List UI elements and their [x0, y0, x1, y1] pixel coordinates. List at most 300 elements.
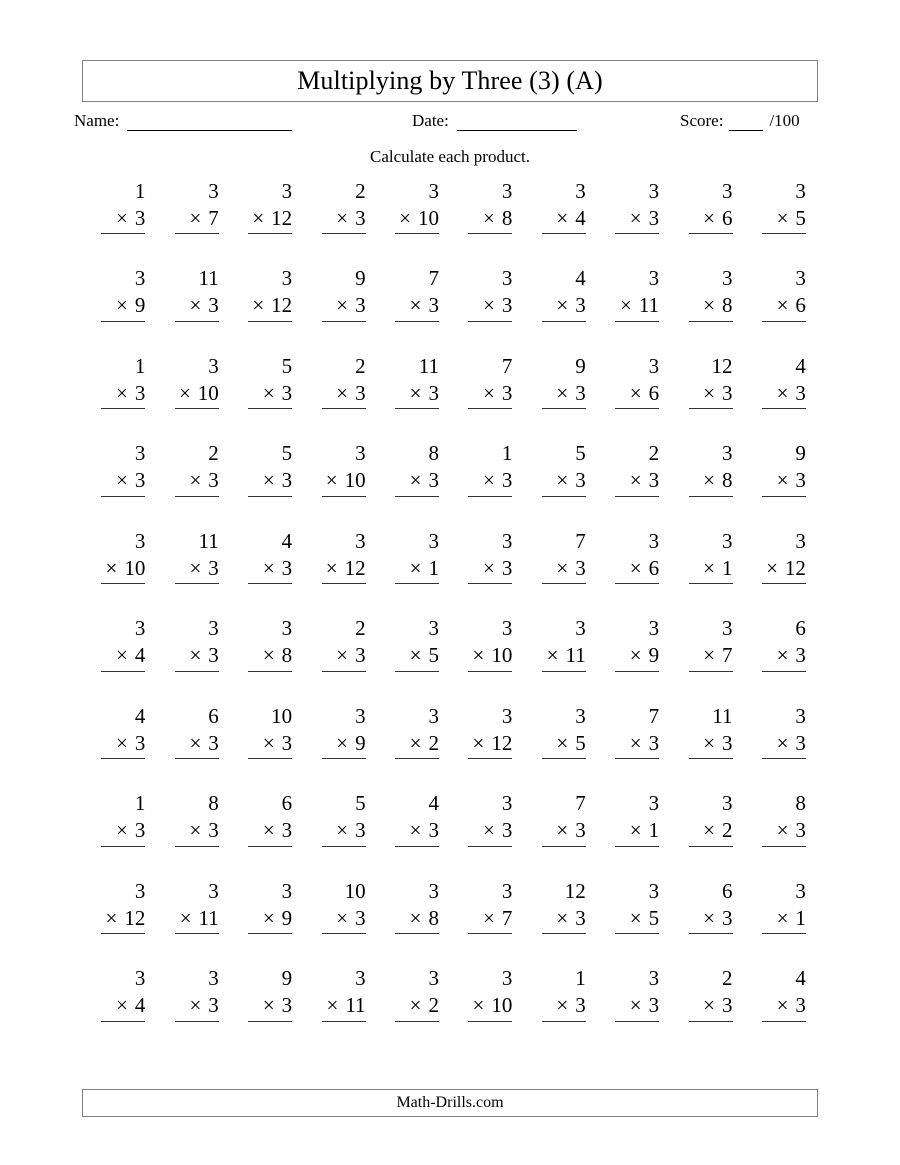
problem-cell[interactable] [602, 266, 675, 354]
date-input[interactable] [457, 130, 577, 131]
problem-cell[interactable] [455, 266, 528, 354]
multiply-icon: × [189, 730, 202, 755]
multiply-icon: × [409, 643, 422, 667]
multiplier-line [468, 292, 512, 322]
multiplicand: 1 [134, 178, 146, 203]
problem-cell[interactable] [675, 441, 748, 529]
problem-cell[interactable] [308, 791, 381, 879]
multiplier: 3 [501, 555, 513, 580]
problem-cell[interactable] [382, 966, 455, 1054]
multiply-icon: × [472, 643, 485, 667]
multiplier-line [762, 379, 806, 409]
multiplier-line [542, 992, 586, 1022]
multiplier: 3 [208, 818, 219, 842]
multiplicand: 3 [795, 878, 806, 903]
multiplier: 3 [281, 730, 293, 755]
multiplier: 6 [648, 555, 660, 580]
multiply-icon: × [189, 468, 202, 492]
problem-cell[interactable] [749, 353, 822, 441]
multiplier-line [175, 992, 219, 1022]
multiplier-line [615, 379, 659, 409]
multiplicand: 3 [722, 178, 733, 203]
multiplier-line [762, 292, 806, 322]
problem-cell[interactable] [235, 616, 308, 704]
multiply-icon: × [252, 293, 265, 317]
multiplier: 10 [491, 993, 513, 1017]
multiplier: 1 [648, 818, 660, 842]
multiplicand: 7 [575, 791, 586, 815]
multiplier-line [542, 904, 586, 934]
problem-cell[interactable] [455, 178, 528, 266]
problem-cell[interactable] [161, 528, 234, 616]
multiplier: 3 [208, 468, 219, 492]
multiplicand: 7 [575, 528, 586, 553]
problem-cell[interactable] [528, 441, 601, 529]
multiplier-line [248, 729, 292, 759]
multiply-icon: × [189, 555, 202, 580]
problem-cell[interactable] [308, 878, 381, 966]
problem-cell[interactable] [382, 441, 455, 529]
multiplier-line [101, 817, 145, 847]
problem-cell[interactable] [749, 703, 822, 791]
problem-cell[interactable] [161, 966, 234, 1054]
multiplier: 3 [428, 468, 439, 492]
problem-cell[interactable] [749, 966, 822, 1054]
problem-cell[interactable] [161, 791, 234, 879]
multiply-icon: × [116, 730, 128, 755]
multiply-icon: × [336, 205, 349, 230]
multiplicand: 5 [355, 791, 366, 815]
multiply-icon: × [116, 380, 128, 405]
multiplier-line [248, 554, 292, 584]
multiplicand: 3 [355, 441, 366, 465]
multiplier: 3 [795, 730, 806, 755]
multiply-icon: × [262, 468, 275, 492]
multiplier: 3 [134, 205, 146, 230]
multiply-icon: × [262, 730, 275, 755]
problem-cell[interactable] [235, 878, 308, 966]
problem-cell[interactable] [235, 703, 308, 791]
multiplier: 7 [208, 205, 219, 230]
multiply-icon: × [116, 643, 128, 667]
problem-cell[interactable] [235, 791, 308, 879]
problem-cell[interactable] [749, 616, 822, 704]
multiplier-line [248, 204, 292, 234]
multiplier-line [175, 817, 219, 847]
multiply-icon: × [556, 468, 569, 492]
multiplier-line [395, 292, 439, 322]
multiplicand: 4 [795, 966, 806, 990]
problem-cell[interactable] [528, 966, 601, 1054]
multiplier-line [322, 554, 366, 584]
multiplicand: 8 [428, 441, 439, 465]
problem-cell[interactable] [382, 353, 455, 441]
multiplier-line [468, 554, 512, 584]
problem-cell[interactable] [88, 441, 161, 529]
problem-cell[interactable] [749, 178, 822, 266]
multiplier: 10 [124, 555, 146, 580]
multiply-icon: × [472, 993, 485, 1017]
multiplicand: 3 [648, 791, 660, 815]
multiplier-line [322, 467, 366, 497]
multiplier: 3 [795, 380, 806, 405]
multiplicand: 1 [575, 966, 586, 990]
multiplicand: 9 [355, 266, 366, 290]
multiplier-line [615, 904, 659, 934]
multiplicand: 3 [501, 528, 513, 553]
multiply-icon: × [189, 643, 202, 667]
multiplicand: 3 [648, 353, 660, 378]
problem-cell[interactable] [235, 441, 308, 529]
multiplicand: 8 [208, 791, 219, 815]
problem-cell[interactable] [161, 353, 234, 441]
problem-cell[interactable] [308, 178, 381, 266]
problem-cell[interactable] [455, 616, 528, 704]
multiplier-line [175, 292, 219, 322]
multiplier: 3 [575, 293, 586, 317]
problem-cell[interactable] [602, 616, 675, 704]
multiplicand: 3 [208, 616, 219, 640]
multiplier: 3 [208, 293, 219, 317]
multiply-icon: × [703, 905, 716, 930]
multiplier: 3 [722, 380, 733, 405]
multiply-icon: × [629, 905, 642, 930]
multiply-icon: × [766, 555, 778, 580]
problem-cell[interactable] [602, 703, 675, 791]
multiplicand: 3 [648, 878, 660, 903]
multiplier-line [101, 554, 145, 584]
multiplicand: 3 [208, 878, 219, 903]
problem-cell[interactable] [602, 791, 675, 879]
problem-cell[interactable] [308, 441, 381, 529]
multiplier-line [542, 554, 586, 584]
problem-cell[interactable] [455, 966, 528, 1054]
multiplicand: 3 [722, 441, 733, 465]
multiplier: 3 [134, 468, 146, 492]
problem-cell[interactable] [88, 791, 161, 879]
multiplicand: 3 [501, 266, 513, 290]
problem-cell[interactable] [235, 178, 308, 266]
multiplier: 3 [575, 468, 586, 492]
multiplier: 3 [575, 555, 586, 580]
instruction-text: Calculate each product. [369, 147, 530, 166]
problem-cell[interactable] [675, 966, 748, 1054]
problem-cell[interactable] [528, 266, 601, 354]
multiply-icon: × [483, 380, 495, 405]
multiplier: 3 [501, 468, 513, 492]
problem-cell[interactable] [308, 966, 381, 1054]
problem-cell[interactable] [235, 266, 308, 354]
problem-cell[interactable] [602, 178, 675, 266]
problem-cell[interactable] [308, 703, 381, 791]
multiply-icon: × [105, 555, 118, 580]
problem-cell[interactable] [528, 878, 601, 966]
multiplier-line [248, 379, 292, 409]
problem-cell[interactable] [308, 616, 381, 704]
multiplicand: 1 [134, 791, 146, 815]
multiplier: 3 [281, 993, 293, 1017]
multiplier: 3 [355, 205, 366, 230]
multiplier: 3 [428, 818, 439, 842]
multiply-icon: × [629, 380, 642, 405]
problem-cell[interactable] [602, 353, 675, 441]
multiplier-line [322, 292, 366, 322]
multiplier: 3 [722, 905, 733, 930]
multiplier: 3 [795, 468, 806, 492]
multiplier: 3 [208, 643, 219, 667]
problem-cell[interactable] [749, 878, 822, 966]
score-total-label: /100 [769, 111, 800, 130]
problem-cell[interactable] [235, 353, 308, 441]
multiplier: 2 [428, 993, 439, 1017]
multiplicand: 8 [795, 791, 806, 815]
multiply-icon: × [703, 993, 716, 1017]
multiplier: 3 [355, 380, 366, 405]
problem-cell[interactable] [675, 703, 748, 791]
problem-cell[interactable] [88, 878, 161, 966]
multiplicand: 2 [355, 353, 366, 378]
multiply-icon: × [556, 380, 569, 405]
problem-cell[interactable] [602, 528, 675, 616]
problem-row [88, 791, 822, 879]
problem-cell[interactable] [528, 353, 601, 441]
multiplicand: 3 [501, 878, 513, 903]
multiplier-line [615, 204, 659, 234]
multiplier-line [689, 817, 733, 847]
multiply-icon: × [703, 468, 716, 492]
multiplicand: 3 [501, 791, 513, 815]
problem-cell[interactable] [382, 528, 455, 616]
problem-cell[interactable] [235, 966, 308, 1054]
multiply-icon: × [776, 293, 789, 317]
problem-cell[interactable] [675, 178, 748, 266]
problem-cell[interactable] [88, 966, 161, 1054]
multiplicand: 12 [564, 878, 586, 903]
problem-cell[interactable] [382, 703, 455, 791]
problem-cell[interactable] [308, 528, 381, 616]
problem-cell[interactable] [88, 353, 161, 441]
multiplier: 8 [501, 205, 513, 230]
multiplier: 4 [575, 205, 586, 230]
problem-cell[interactable] [455, 528, 528, 616]
multiply-icon: × [703, 818, 716, 842]
multiplier-line [175, 554, 219, 584]
multiply-icon: × [629, 555, 642, 580]
problem-cell[interactable] [602, 966, 675, 1054]
problem-row [88, 266, 822, 354]
multiplicand: 11 [198, 266, 219, 290]
multiplicand: 3 [648, 616, 660, 640]
problem-cell[interactable] [528, 178, 601, 266]
problem-cell[interactable] [382, 266, 455, 354]
problem-cell[interactable] [161, 441, 234, 529]
multiplicand: 3 [428, 178, 439, 203]
multiplicand: 3 [428, 703, 439, 728]
multiply-icon: × [325, 468, 338, 492]
multiplier-line [468, 729, 512, 759]
page-title: Multiplying by Three (3) (A) [297, 66, 603, 95]
multiplier-line [762, 467, 806, 497]
multiply-icon: × [409, 993, 422, 1017]
multiplier: 7 [501, 905, 513, 930]
multiplier: 9 [355, 730, 366, 755]
multiplier: 3 [281, 380, 293, 405]
problem-cell[interactable] [675, 791, 748, 879]
problem-cell[interactable] [602, 878, 675, 966]
multiply-icon: × [336, 293, 349, 317]
multiplier-line [468, 817, 512, 847]
problem-cell[interactable] [455, 703, 528, 791]
multiplier-line [101, 292, 145, 322]
problem-cell[interactable] [749, 441, 822, 529]
problem-cell[interactable] [161, 266, 234, 354]
multiplier-line [322, 817, 366, 847]
multiply-icon: × [105, 905, 118, 930]
multiplier: 7 [722, 643, 733, 667]
multiplier-line [248, 642, 292, 672]
problem-cell[interactable] [602, 441, 675, 529]
multiplier-line [542, 729, 586, 759]
problem-cell[interactable] [235, 528, 308, 616]
multiplier-line [615, 292, 659, 322]
multiplier-line [689, 467, 733, 497]
multiplier: 3 [134, 380, 146, 405]
multiply-icon: × [556, 730, 569, 755]
problem-cell[interactable] [455, 353, 528, 441]
multiplier: 9 [134, 293, 146, 317]
multiply-icon: × [776, 468, 789, 492]
multiply-icon: × [116, 205, 128, 230]
multiplicand: 3 [134, 966, 146, 990]
multiplier-line [762, 817, 806, 847]
multiplier: 3 [134, 730, 146, 755]
multiplier: 3 [355, 293, 366, 317]
multiplicand: 3 [795, 178, 806, 203]
problem-cell[interactable] [161, 616, 234, 704]
problem-cell[interactable] [675, 878, 748, 966]
problem-cell[interactable] [675, 353, 748, 441]
date-label: Date: [412, 111, 449, 130]
multiplier: 9 [648, 643, 660, 667]
problem-cell[interactable] [528, 528, 601, 616]
multiplier: 3 [355, 905, 366, 930]
multiply-icon: × [776, 380, 789, 405]
multiplicand: 3 [575, 178, 586, 203]
multiplier-line [248, 992, 292, 1022]
multiplier-line [248, 817, 292, 847]
multiplier-line [322, 642, 366, 672]
multiplicand: 2 [648, 441, 660, 465]
problem-cell[interactable] [455, 791, 528, 879]
multiplier-line [101, 729, 145, 759]
multiplicand: 3 [722, 791, 733, 815]
multiplier-line [762, 554, 806, 584]
problem-cell[interactable] [382, 878, 455, 966]
problem-cell[interactable] [749, 791, 822, 879]
problem-cell[interactable] [382, 178, 455, 266]
problem-cell[interactable] [528, 703, 601, 791]
multiply-icon: × [556, 993, 569, 1017]
problem-cell[interactable] [749, 266, 822, 354]
problem-row [88, 178, 822, 266]
multiplier-line [101, 204, 145, 234]
multiplier: 12 [491, 730, 513, 755]
multiplier-line [395, 467, 439, 497]
multiplicand: 4 [281, 528, 293, 553]
multiplier: 3 [355, 818, 366, 842]
problem-cell[interactable] [382, 616, 455, 704]
multiplicand: 9 [795, 441, 806, 465]
multiplier-line [395, 554, 439, 584]
multiplicand: 3 [208, 178, 219, 203]
score-input[interactable] [729, 130, 763, 131]
multiply-icon: × [116, 818, 128, 842]
multiplier: 11 [345, 993, 366, 1017]
multiplier: 3 [575, 993, 586, 1017]
multiply-icon: × [483, 468, 495, 492]
problem-cell[interactable] [88, 528, 161, 616]
problem-cell[interactable] [88, 616, 161, 704]
problem-cell[interactable] [161, 178, 234, 266]
problem-cell[interactable] [675, 266, 748, 354]
score-field-group [680, 112, 800, 131]
multiplier: 3 [281, 468, 293, 492]
problem-cell[interactable] [528, 791, 601, 879]
problem-cell[interactable] [161, 878, 234, 966]
multiply-icon: × [703, 205, 716, 230]
problem-cell[interactable] [749, 528, 822, 616]
multiply-icon: × [703, 380, 716, 405]
multiply-icon: × [556, 293, 569, 317]
problem-cell[interactable] [382, 791, 455, 879]
problem-cell[interactable] [161, 703, 234, 791]
problem-cell[interactable] [308, 266, 381, 354]
multiplier-line [322, 379, 366, 409]
multiplier: 8 [722, 293, 733, 317]
problem-cell[interactable] [88, 178, 161, 266]
multiplier: 11 [198, 905, 219, 930]
name-input[interactable] [127, 130, 292, 131]
problem-cell[interactable] [88, 703, 161, 791]
problem-cell[interactable] [675, 528, 748, 616]
multiplicand: 3 [501, 178, 513, 203]
multiplier: 3 [208, 555, 219, 580]
multiplicand: 3 [355, 703, 366, 728]
problem-cell[interactable] [308, 353, 381, 441]
multiplicand: 3 [355, 528, 366, 553]
multiplicand: 11 [712, 703, 733, 728]
problem-cell[interactable] [675, 616, 748, 704]
multiply-icon: × [262, 993, 275, 1017]
problem-cell[interactable] [455, 878, 528, 966]
meta-row [0, 112, 900, 138]
problem-cell[interactable] [455, 441, 528, 529]
multiplier: 11 [638, 293, 660, 317]
problem-cell[interactable] [528, 616, 601, 704]
multiplier: 5 [648, 905, 660, 930]
multiplicand: 3 [281, 878, 293, 903]
name-label: Name: [74, 111, 120, 130]
multiplicand: 3 [281, 178, 293, 203]
multiplier-line [322, 729, 366, 759]
multiply-icon: × [703, 730, 716, 755]
multiplicand: 9 [575, 353, 586, 378]
multiply-icon: × [409, 380, 422, 405]
problem-cell[interactable] [88, 266, 161, 354]
multiply-icon: × [178, 380, 191, 405]
multiplier: 3 [722, 730, 733, 755]
multiplier-line [762, 642, 806, 672]
